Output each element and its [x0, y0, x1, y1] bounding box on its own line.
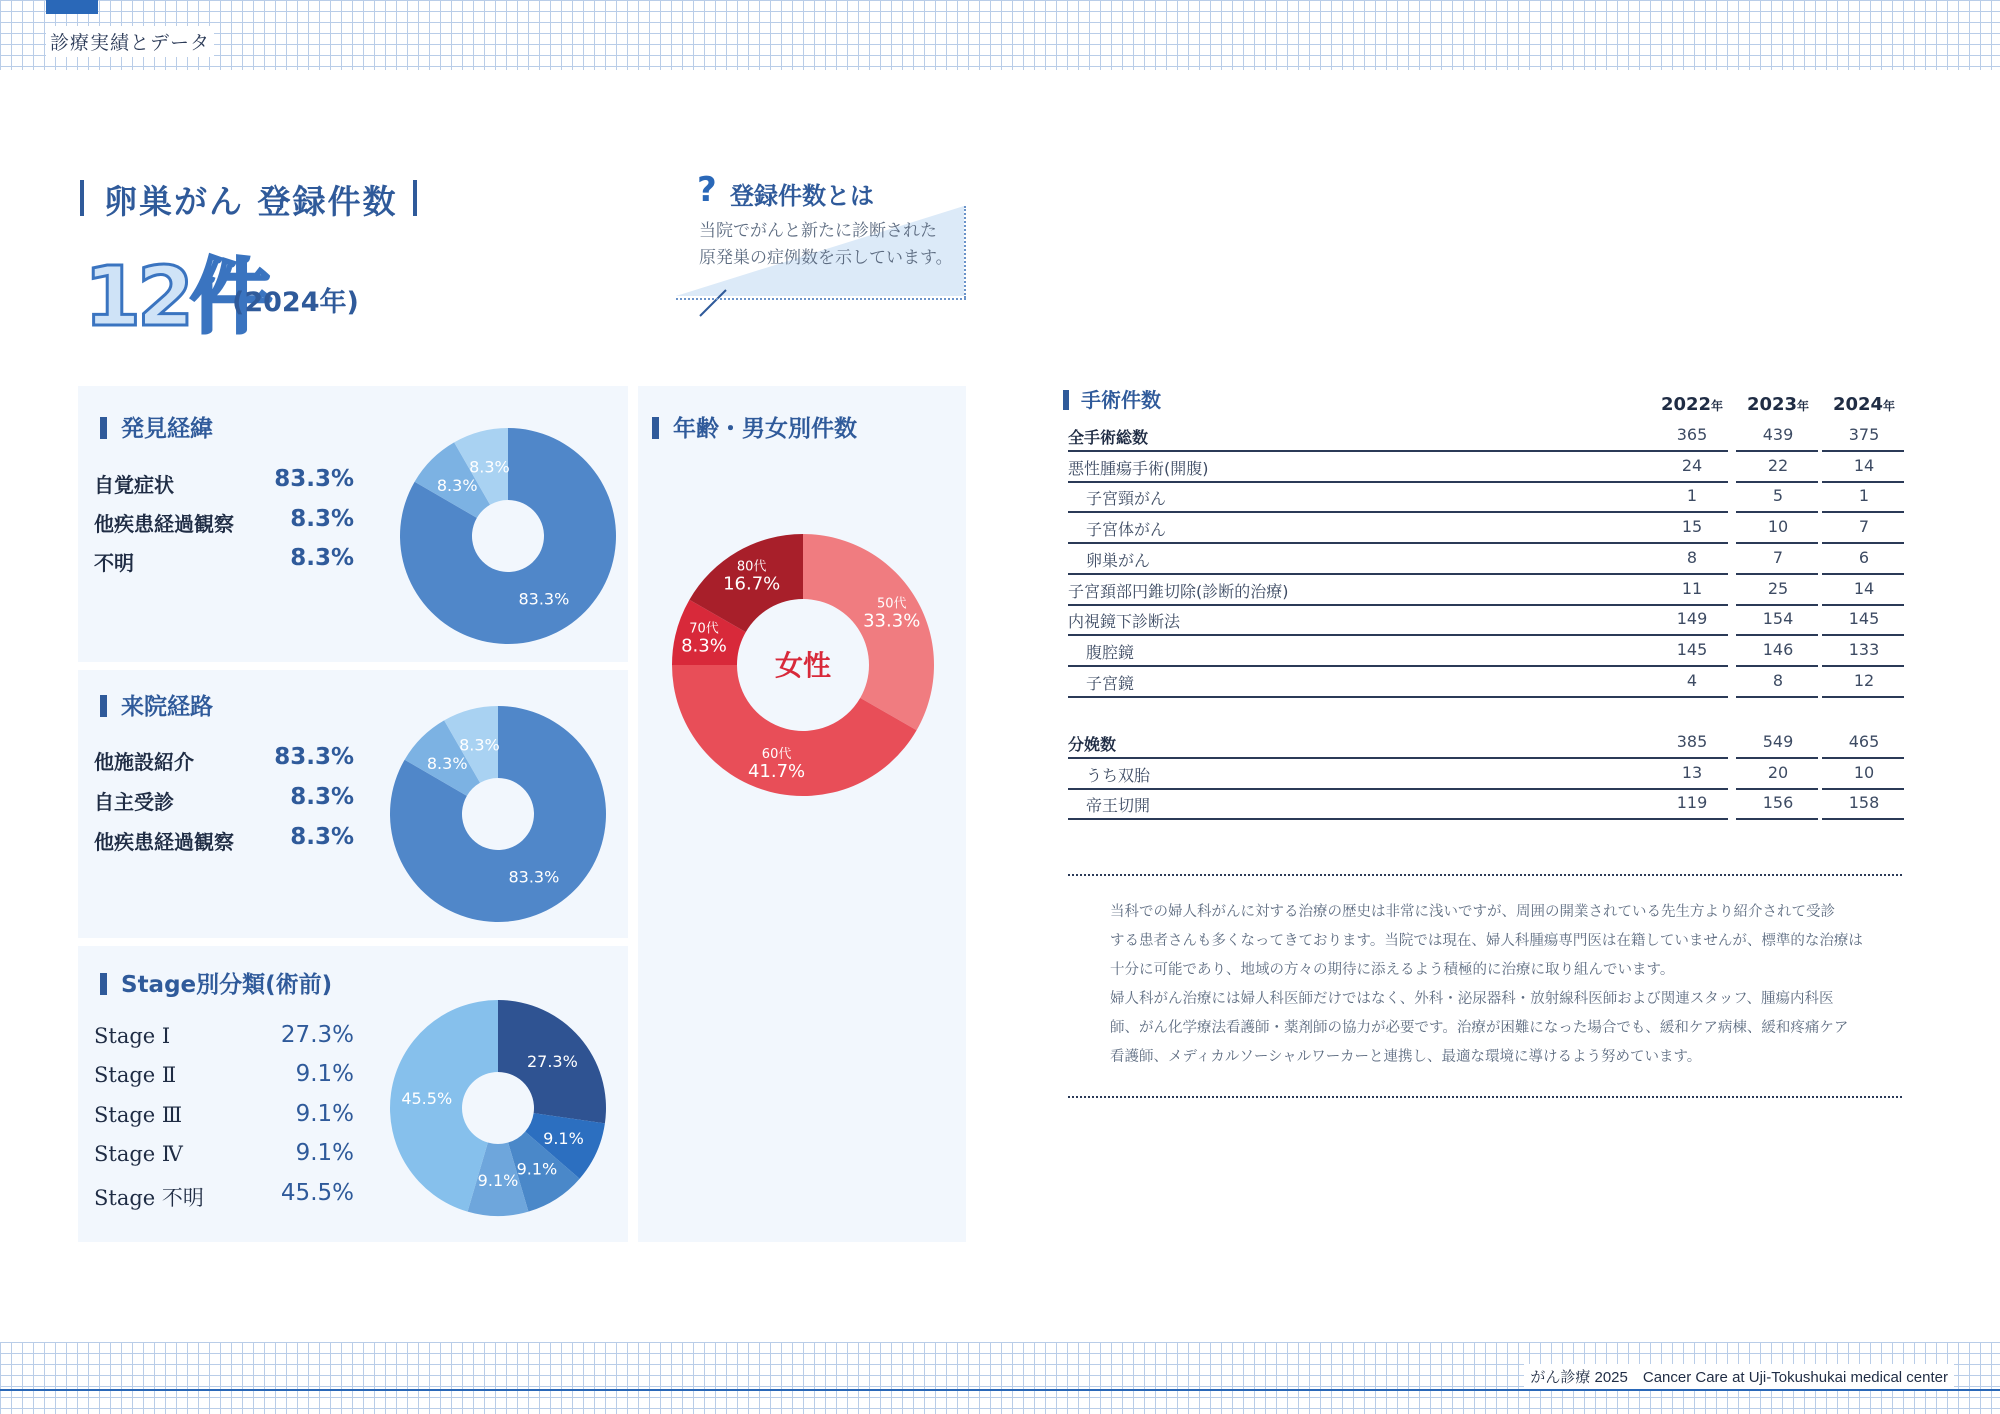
table-cell: 6 [1858, 547, 1870, 567]
discovery-label: 他疾患経過観察 [94, 512, 234, 536]
age-panel [638, 386, 966, 1242]
surgery-heading [1063, 384, 1161, 413]
row-label: 子宮頸がん [1086, 489, 1167, 509]
table-cell: 133 [1848, 639, 1880, 659]
stage-value: 9.1% [295, 1101, 354, 1127]
discovery-heading [100, 410, 213, 443]
table-cell: 146 [1762, 639, 1794, 659]
heading-bar [1063, 390, 1069, 410]
table-cell: 15 [1681, 517, 1703, 537]
slice-value-label: 8.3% [436, 475, 478, 495]
table-row [1068, 667, 1904, 698]
table-row [1068, 636, 1904, 667]
table-row [1068, 482, 1904, 513]
table-cell: 11 [1681, 578, 1703, 598]
table-cell: 158 [1848, 793, 1880, 813]
table-row [1068, 728, 1904, 759]
surgery-heading-label: 手術件数 [1081, 388, 1161, 412]
slice-age-label: 80代 [736, 559, 767, 575]
row-label: 卵巣がん [1086, 550, 1151, 570]
paragraph-line: 看護師、メディカルソーシャルワーカーと連携し、最適な環境に導けるよう努めています。 [1110, 1049, 1702, 1065]
stage-label: Stage Ⅱ [94, 1063, 177, 1087]
heading-bar [100, 695, 107, 717]
slice-age-label: 50代 [876, 596, 907, 612]
year-suffix: 年 [1797, 399, 1810, 413]
row-label: 分娩数 [1068, 735, 1117, 754]
row-underline [1822, 696, 1904, 698]
stage-heading-label: Stage別分類(術前) [121, 972, 333, 998]
slice-value-label: 9.1% [543, 1128, 584, 1148]
table-cell: 4 [1686, 670, 1698, 690]
year-number: 2022 [1660, 394, 1712, 415]
route-label: 他施設紹介 [94, 750, 194, 774]
paragraph-line: 十分に可能であり、地域の方々の期待に添えるよう積極的に治療に取り組んでいます。 [1110, 962, 1675, 978]
slice-value-label: 9.1% [477, 1171, 519, 1190]
table-cell: 7 [1858, 517, 1870, 537]
question-icon: ? [697, 170, 717, 210]
row-label: 子宮体がん [1086, 520, 1167, 540]
row-label: 全手術総数 [1068, 428, 1149, 447]
route-value: 8.3% [290, 824, 354, 850]
slice-value-label: 8.3% [426, 753, 468, 773]
definition-line: 当院でがんと新たに診断された [699, 221, 937, 241]
slice-value-label: 8.3% [681, 635, 727, 657]
year-suffix: 年 [1883, 399, 1896, 413]
year-header [1652, 394, 1732, 415]
table-cell: 145 [1848, 609, 1880, 629]
stage-label: Stage Ⅲ [94, 1103, 183, 1127]
paragraph-line: 当科での婦人科がんに対する治療の歴史は非常に浅いですが、周囲の開業されている先生方より紹介されて受診 [1110, 904, 1835, 920]
stage-value: 45.5% [280, 1180, 354, 1206]
discovery-label: 不明 [94, 551, 134, 575]
table-cell: 10 [1853, 762, 1875, 782]
row-label: 悪性腫瘍手術(開腹) [1068, 458, 1209, 478]
slice-value-label: 33.3% [863, 610, 921, 632]
stage-label: Stage 不明 [94, 1186, 204, 1210]
table-cell: 24 [1681, 455, 1703, 475]
table-cell: 154 [1762, 609, 1794, 629]
table-cell: 12 [1853, 670, 1875, 690]
stage-value: 9.1% [295, 1061, 354, 1087]
stage-value: 27.3% [280, 1022, 354, 1048]
slice-value-label: 27.3% [526, 1051, 578, 1071]
discovery-heading-label: 発見経緯 [121, 416, 213, 442]
slice-value-label: 45.5% [401, 1088, 453, 1108]
table-cell: 1 [1686, 486, 1698, 506]
table-cell: 22 [1767, 455, 1789, 475]
table-cell: 14 [1853, 455, 1875, 475]
table-cell: 10 [1767, 517, 1789, 537]
section-label: 診療実績とデータ [46, 26, 214, 57]
header-tab-accent [46, 0, 98, 14]
table-cell: 14 [1853, 578, 1875, 598]
slice-value-label: 8.3% [459, 735, 500, 755]
route-value: 83.3% [274, 744, 354, 770]
age-donut-chart [668, 530, 938, 800]
heading-bar [100, 973, 107, 995]
table-cell: 549 [1762, 732, 1794, 751]
table-cell: 156 [1762, 793, 1794, 813]
slice-value-label: 8.3% [469, 457, 510, 477]
table-row [1068, 513, 1904, 544]
slice-value-label: 83.3% [518, 589, 570, 609]
heading-bar [100, 417, 107, 439]
definition-dotted-rule [676, 298, 966, 300]
definition-body [699, 218, 959, 272]
definition-title: 登録件数とは [730, 182, 874, 210]
heading-bar [652, 417, 659, 439]
table-row [1068, 605, 1904, 636]
table-cell: 7 [1772, 547, 1784, 567]
table-cell: 20 [1767, 762, 1789, 782]
slice-value-label: 9.1% [516, 1159, 558, 1179]
stage-value: 9.1% [295, 1140, 354, 1166]
year-number: 2024 [1832, 394, 1884, 415]
registration-year: (2024年) [232, 287, 359, 318]
route-heading-label: 来院経路 [121, 694, 213, 720]
row-label: 帝王切開 [1086, 796, 1151, 816]
table-cell: 119 [1676, 793, 1708, 813]
definition-line: 原発巣の症例数を示しています。 [699, 248, 953, 268]
route-value: 8.3% [290, 784, 354, 810]
discovery-value: 83.3% [274, 466, 354, 492]
row-underline [1068, 818, 1728, 820]
page-title: 卵巣がん 登録件数 [104, 182, 398, 221]
year-number: 2023 [1746, 394, 1798, 415]
footer-text: がん診療 2025 Cancer Care at Uji-Tokushukai medical center [1524, 1364, 1954, 1389]
stage-heading [100, 966, 332, 999]
stage-label: Stage Ⅰ [94, 1024, 171, 1048]
discovery-label: 自覚症状 [94, 473, 174, 497]
age-heading [652, 410, 857, 443]
stage-donut-chart [388, 998, 608, 1218]
route-label: 自主受診 [94, 790, 174, 814]
table-cell: 25 [1767, 578, 1789, 598]
table-row [1068, 421, 1904, 452]
table-row [1068, 789, 1904, 820]
route-label: 他疾患経過観察 [94, 830, 234, 854]
table-cell: 1 [1858, 486, 1870, 506]
slice-value-label: 83.3% [508, 867, 560, 887]
year-suffix: 年 [1711, 399, 1724, 413]
row-underline [1822, 818, 1904, 820]
row-label: うち双胎 [1086, 765, 1151, 785]
year-header [1824, 394, 1904, 415]
route-donut-chart [388, 704, 608, 924]
row-underline [1068, 696, 1728, 698]
definition-dotted-edge [964, 206, 966, 298]
table-cell: 145 [1676, 639, 1708, 659]
discovery-value: 8.3% [290, 545, 354, 571]
table-cell: 149 [1676, 609, 1708, 629]
discovery-value: 8.3% [290, 506, 354, 532]
table-row [1068, 575, 1904, 606]
slice-age-label: 60代 [761, 747, 792, 763]
description-paragraph [1110, 898, 1870, 1072]
row-underline [1736, 696, 1818, 698]
table-cell: 13 [1681, 762, 1703, 782]
row-label: 腹腔鏡 [1086, 642, 1135, 662]
table-cell: 365 [1676, 425, 1708, 444]
age-heading-label: 年齢・男女別件数 [673, 416, 857, 442]
header-grid-band [0, 0, 2000, 70]
paragraph-line: 師、がん化学療法看護師・薬剤師の協力が必要です。治療が困難になった場合でも、緩和ケア病棟、緩和疼痛ケア [1110, 1020, 1849, 1036]
table-cell: 385 [1676, 732, 1708, 751]
paragraph-top-rule [1068, 874, 1902, 876]
discovery-donut-chart [398, 426, 618, 646]
row-underline [1736, 818, 1818, 820]
table-cell: 8 [1772, 670, 1784, 690]
table-row [1068, 544, 1904, 575]
donut-slice [803, 534, 934, 730]
slice-value-label: 41.7% [747, 761, 806, 783]
table-cell: 439 [1762, 425, 1794, 444]
table-cell: 465 [1848, 732, 1880, 751]
donut-center-label: 女性 [774, 649, 832, 682]
stage-label: Stage Ⅳ [94, 1142, 183, 1166]
registration-count: 12件 [84, 250, 269, 345]
paragraph-line: する患者さんも多くなってきております。当院では現在、婦人科腫瘍専門医は在籍していませんが、標準的な治療は [1110, 933, 1863, 949]
slice-age-label: 70代 [689, 621, 719, 637]
table-cell: 8 [1686, 547, 1698, 567]
year-header [1738, 394, 1818, 415]
table-cell: 5 [1772, 486, 1784, 506]
title-left-bar [80, 180, 84, 216]
table-row [1068, 452, 1904, 483]
table-row [1068, 759, 1904, 790]
paragraph-line: 婦人科がん治療には婦人科医師だけではなく、外科・泌尿器科・放射線科医師および関連スタッフ、腫瘍内科医 [1110, 991, 1834, 1007]
row-label: 子宮頚部円錐切除(診断的治療) [1068, 581, 1289, 601]
table-cell: 375 [1848, 425, 1880, 444]
slice-value-label: 16.7% [723, 573, 781, 595]
row-label: 子宮鏡 [1086, 673, 1135, 693]
footer-rule [0, 1389, 2000, 1391]
row-label: 内視鏡下診断法 [1068, 612, 1181, 632]
route-heading [100, 688, 213, 721]
paragraph-bottom-rule [1068, 1096, 1902, 1098]
title-right-bar [413, 180, 417, 216]
